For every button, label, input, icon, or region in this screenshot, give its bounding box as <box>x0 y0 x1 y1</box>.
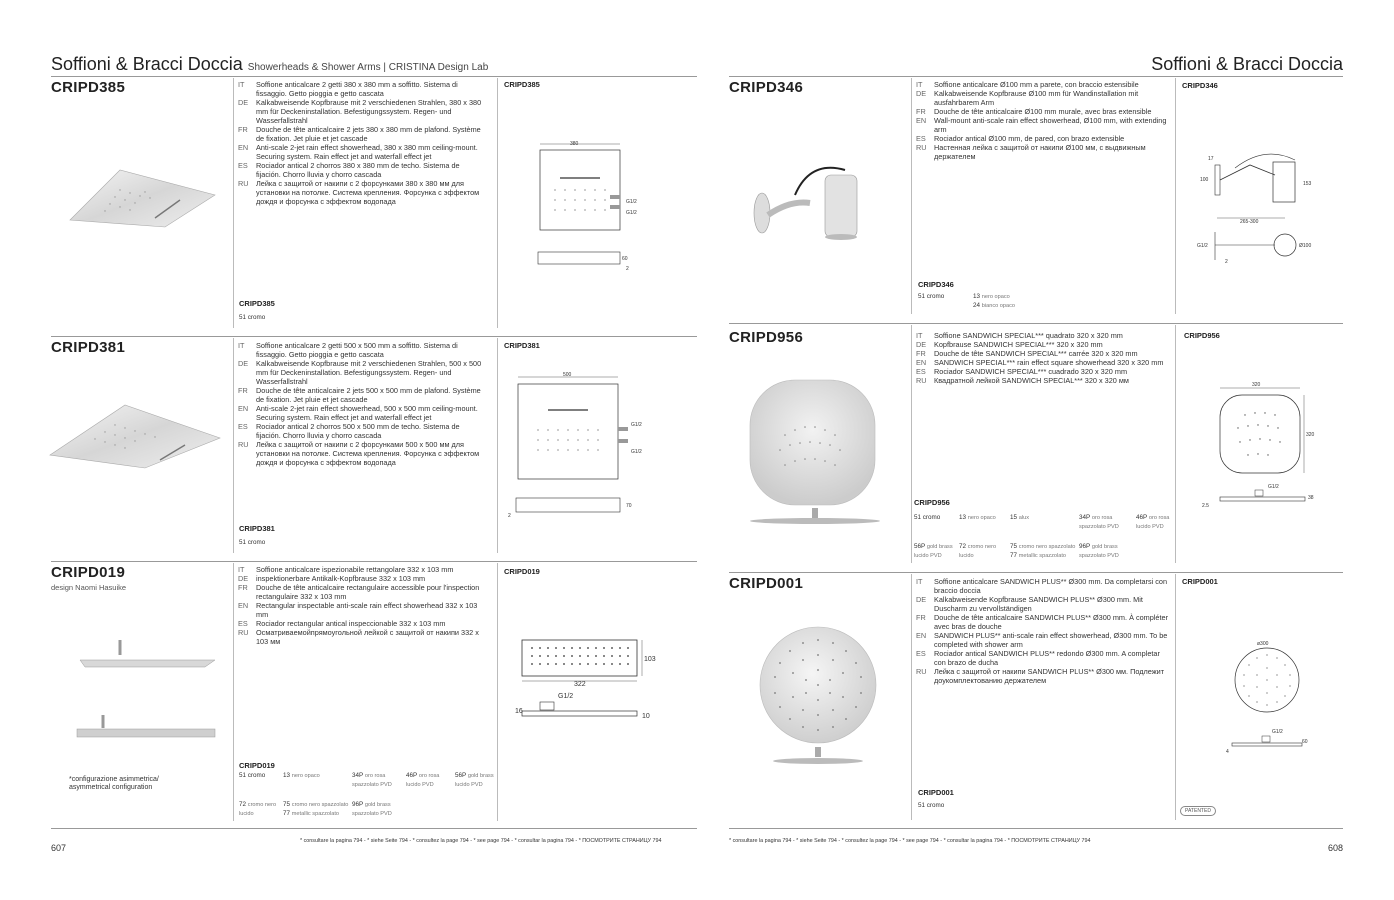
lang-code: DE <box>916 340 927 349</box>
product-image-cripd001 <box>758 625 883 775</box>
technical-drawing-cripd956 <box>1200 380 1320 515</box>
desc-row-it <box>238 341 486 359</box>
desc-text: Douche de tête anticalcaire SANDWICH PLUS** Ø300 mm. À compléter avec bras de douche <box>934 613 1168 631</box>
lang-code: FR <box>916 349 926 358</box>
lang-code: DE <box>238 359 249 368</box>
finish-item <box>239 801 279 818</box>
desc-row-fr <box>238 125 486 143</box>
dim-height: 60 <box>1302 739 1308 745</box>
product-description <box>238 80 486 206</box>
desc-row-en <box>916 631 1168 649</box>
lang-code: DE <box>916 89 927 98</box>
finish-item <box>1010 514 1050 523</box>
technical-drawing-cripd001 <box>1222 640 1317 760</box>
desc-row-ru <box>238 179 486 206</box>
finish-item <box>239 314 265 322</box>
column-rule <box>1175 325 1176 563</box>
finish-item <box>959 514 1007 523</box>
column-rule <box>497 563 498 821</box>
dim-width: 322 <box>574 681 586 688</box>
finish-code: 96P <box>352 801 364 808</box>
lang-code: ES <box>238 422 248 431</box>
footer-note-left: * consultare la pagina 794 - * siehe Seite 794 - * consultez la page 794 - * see page 794 - * consultar la pagina 794 - * ПОСМОТРИТЕ СТРАНИЦУ 794 <box>300 838 662 844</box>
dim-width: 380 <box>570 141 579 147</box>
desc-row-fr <box>916 613 1168 631</box>
finish-name: metallic spazzolato <box>291 810 340 817</box>
column-rule <box>1175 574 1176 820</box>
desc-text: Лейка с защитой от накипи SANDWICH PLUS** Ø300 мм. Подлежит доукомплектованию держателем <box>934 667 1165 685</box>
desc-row-de <box>916 89 1168 107</box>
finish-code: 75 <box>283 801 291 808</box>
product-code: CRIPD001 <box>729 575 804 592</box>
dim-inlet-1: G1/2 <box>631 422 642 428</box>
desc-row-en <box>238 404 486 422</box>
configuration-note: *configurazione asimmetrica/ asymmetrical configuration <box>69 776 159 791</box>
finish-item <box>239 539 265 547</box>
finish-code: 51 <box>918 802 926 809</box>
desc-row-en <box>916 116 1168 134</box>
dim-diameter: ø300 <box>1257 641 1269 647</box>
page-number-left: 607 <box>51 843 67 853</box>
finish-code: 51 <box>918 293 926 300</box>
finish-name: alux <box>1018 515 1030 521</box>
finish-code: 34P <box>352 772 364 779</box>
dim-depth: 2.5 <box>1202 503 1209 509</box>
finish-item <box>1079 543 1131 560</box>
desc-row-ru <box>916 376 1168 385</box>
desc-text: inspektionerbare Antikalk-Kopfbrause 332 x 103 mm <box>256 574 426 583</box>
column-rule <box>497 78 498 328</box>
desc-row-de <box>916 340 1168 349</box>
finish-item <box>352 772 402 789</box>
desc-text: Rociador antical 2 chorros 500 x 500 mm de techo. Sistema de fijación. Chorro lluvia y chorro cascada <box>256 422 460 440</box>
finish-code: 77 <box>283 809 291 817</box>
dim-b: 100 <box>1200 177 1209 183</box>
desc-row-es <box>916 367 1168 376</box>
lang-code: EN <box>238 143 249 152</box>
lang-code: IT <box>238 565 245 574</box>
footer-note-right: * consultare la pagina 794 - * siehe Seite 794 - * consultez la page 794 - * see page 794 - * consultar la pagina 794 - * ПОСМОТРИТЕ СТРАНИЦУ 794 <box>729 838 1091 844</box>
desc-row-it <box>916 331 1168 340</box>
finish-code: 51 <box>239 772 247 779</box>
lang-code: IT <box>238 80 245 89</box>
product-code: CRIPD956 <box>729 329 804 346</box>
finish-code: 75 <box>1010 543 1018 550</box>
dim-f: 2 <box>1225 259 1228 265</box>
finish-code: 51 <box>914 514 922 521</box>
finish-item <box>918 293 968 301</box>
dim-depth: 2 <box>626 266 629 272</box>
drawing-label: CRIPD385 <box>504 80 540 89</box>
finish-code: 34P <box>1079 514 1091 521</box>
desc-text: Rociador rectangular antical inspeccionable 332 x 103 mm <box>256 619 446 628</box>
dim-inlet-1: G1/2 <box>626 199 637 205</box>
product-code: CRIPD346 <box>729 79 804 96</box>
desc-row-de <box>238 574 486 583</box>
dim-inlet: G1/2 <box>1272 729 1283 735</box>
drawing-label: CRIPD019 <box>504 567 540 576</box>
desc-text: Kalkabweisende Kopfbrause mit 2 verschiedenen Strahlen, 500 x 500 mm für Deckeninstallation. Befestigungssystem. Regen- und Wasserfallstrahl <box>256 359 482 386</box>
desc-text: Douche de tête anticalcaire Ø100 mm murale, avec bras extensible <box>934 107 1152 116</box>
column-rule <box>497 338 498 553</box>
dim-inlet: G1/2 <box>1268 484 1279 490</box>
dim-depth: 2 <box>508 513 511 519</box>
desc-text: Лейка с защитой от накипи с 2 форсунками 380 x 380 мм для установки на потолке. Система крепления. Форсунка с эффектом дождя и форсунка с эффектом водопада <box>256 179 480 206</box>
desc-text: Rociador antical 2 chorros 380 x 380 mm de techo. Sistema de fijación. Chorro lluvia y chorro cascada <box>256 161 460 179</box>
lang-code: RU <box>916 667 927 676</box>
finish-item <box>406 772 452 789</box>
finish-code: 77 <box>1010 551 1018 559</box>
finish-item <box>1079 514 1131 531</box>
desc-row-it <box>238 80 486 98</box>
lang-code: ES <box>238 161 248 170</box>
desc-row-ru <box>238 440 486 467</box>
product-image-cripd381 <box>45 400 225 470</box>
finish-item <box>914 514 956 522</box>
desc-text: Настенная лейка с защитой от накипи Ø100 мм, с выдвижным держателем <box>934 143 1146 161</box>
lang-code: IT <box>238 341 245 350</box>
finish-name: nero opaco <box>981 294 1010 300</box>
finish-item <box>914 543 956 560</box>
desc-text: Rectangular inspectable anti-scale rain effect showerhead 332 x 103 mm <box>256 601 478 619</box>
column-rule <box>233 338 234 553</box>
column-rule <box>233 563 234 821</box>
finish-code: 56P <box>455 772 467 779</box>
lang-code: ES <box>238 619 248 628</box>
desc-row-it <box>238 565 486 574</box>
desc-row-en <box>238 601 486 619</box>
section-rule <box>729 323 1343 324</box>
technical-drawing-cripd019 <box>512 638 657 723</box>
desc-text: Soffione anticalcare SANDWICH PLUS** Ø300 mm. Da completarsi con braccio doccia <box>934 577 1168 595</box>
desc-text: Douche de tête anticalcaire 2 jets 380 x 380 mm de plafond. Système de fixation. Jet pluie et jet cascade <box>256 125 481 143</box>
section-rule <box>51 336 697 337</box>
product-description <box>238 565 486 646</box>
product-code: CRIPD019 <box>51 564 126 581</box>
finish-name: cromo <box>247 539 266 546</box>
dim-depth: 16 <box>515 708 523 715</box>
lang-code: EN <box>238 404 249 413</box>
variant-code: CRIPD381 <box>239 524 275 533</box>
lang-code: FR <box>916 107 926 116</box>
lang-code: FR <box>238 125 248 134</box>
finish-code: 13 <box>283 772 291 779</box>
finish-code: 46P <box>1136 514 1148 521</box>
desc-row-fr <box>916 349 1168 358</box>
finish-name: cromo <box>922 514 941 521</box>
page-number-right: 608 <box>1327 843 1343 853</box>
dim-d: 265-300 <box>1240 219 1259 225</box>
desc-text: Wall-mount anti-scale rain effect showerhead, Ø100 mm, with extending arm <box>934 116 1167 134</box>
desc-text: SANDWICH SPECIAL*** rain effect square showerhead 320 x 320 mm <box>934 358 1164 367</box>
product-image-cripd956 <box>740 375 880 530</box>
product-image-cripd019 <box>75 635 220 745</box>
desc-text: SANDWICH PLUS** anti-scale rain effect showerhead, Ø300 mm. To be completed with shower arm <box>934 631 1168 649</box>
left-title-text: Soffioni & Bracci Doccia <box>51 54 243 74</box>
variant-code: CRIPD956 <box>914 498 950 507</box>
desc-row-ru <box>916 667 1168 685</box>
desc-row-it <box>916 80 1168 89</box>
lang-code: IT <box>916 80 923 89</box>
desc-row-es <box>238 619 486 628</box>
desc-row-fr <box>916 107 1168 116</box>
lang-code: EN <box>916 358 927 367</box>
finish-name: nero opaco <box>967 515 996 521</box>
finish-name: cromo <box>926 293 945 300</box>
top-rule-right <box>729 76 1343 77</box>
lang-code: DE <box>238 574 249 583</box>
finish-name: oro rosa spazzolato PVD <box>1079 515 1119 530</box>
lang-code: DE <box>916 595 927 604</box>
lang-code: RU <box>238 628 249 637</box>
variant-code: CRIPD346 <box>918 280 954 289</box>
desc-text: Осматриваемойпрямоугольной лейкой с защитой от накипи 332 x 103 мм <box>256 628 479 646</box>
dim-inlet-2: G1/2 <box>626 210 637 216</box>
desc-text: Квадратной лейкой SANDWICH SPECIAL*** 320 x 320 мм <box>934 376 1129 385</box>
lang-code: RU <box>238 179 249 188</box>
technical-drawing-cripd346 <box>1195 150 1325 270</box>
finish-name: cromo nero spazzolato <box>1018 544 1076 550</box>
finish-name: oro rosa spazzolato PVD <box>352 773 392 788</box>
finish-name: metallic spazzolato <box>1018 552 1067 559</box>
desc-text: Soffione anticalcare ispezionabile rettangolare 332 x 103 mm <box>256 565 454 574</box>
lang-code: IT <box>916 577 923 586</box>
desc-row-ru <box>238 628 486 646</box>
dim-diameter: Ø100 <box>1299 243 1312 249</box>
finish-name: cromo <box>247 772 266 779</box>
drawing-label: CRIPD346 <box>1182 81 1218 90</box>
dim-height: 103 <box>644 656 656 663</box>
finish-name: nero opaco <box>291 773 320 779</box>
desc-text: Kalkabweisende Kopfbrause mit 2 verschiedenen Strahlen, 380 x 380 mm für Deckeninstallation. Befestigungssystem. Regen- und Wasserfallstrahl <box>256 98 482 125</box>
dim-height: 320 <box>1306 432 1315 438</box>
finish-code: 51 <box>239 314 247 321</box>
top-rule-left <box>51 76 697 77</box>
desc-row-en <box>916 358 1168 367</box>
lang-code: DE <box>238 98 249 107</box>
product-image-cripd346 <box>750 155 865 245</box>
dim-inlet-2: G1/2 <box>631 449 642 455</box>
finish-name: cromo nero lucido <box>239 802 277 817</box>
lang-code: EN <box>916 631 927 640</box>
product-description <box>916 577 1168 685</box>
dim-height: 70 <box>626 503 632 509</box>
desc-row-es <box>916 649 1168 667</box>
desc-row-fr <box>238 386 486 404</box>
lang-code: ES <box>916 134 926 143</box>
dim-a: 17 <box>1208 156 1214 162</box>
finish-code: 72 <box>239 801 247 808</box>
column-rule <box>911 325 912 563</box>
variant-code: CRIPD019 <box>239 761 275 770</box>
finish-item <box>918 802 944 810</box>
dim-c: 153 <box>1303 181 1312 187</box>
finish-name: gold brass spazzolato PVD <box>352 802 392 817</box>
lang-code: RU <box>916 376 927 385</box>
column-rule <box>233 78 234 328</box>
dim-width: 500 <box>563 372 572 378</box>
dim-inlet: G1/2 <box>558 693 574 700</box>
column-rule <box>911 574 912 820</box>
desc-row-fr <box>238 583 486 601</box>
finish-name: oro rosa lucido PVD <box>1136 515 1170 530</box>
variant-code: CRIPD001 <box>918 788 954 797</box>
section-rule <box>729 572 1343 573</box>
finish-code: 13 <box>959 514 967 521</box>
designer-credit: design Naomi Hasuike <box>51 583 127 592</box>
finish-code: 46P <box>406 772 418 779</box>
desc-text: Soffione anticalcare 2 getti 500 x 500 mm a soffitto. Sistema di fissaggio. Getto pioggia e getto cascata <box>256 341 458 359</box>
desc-text: Anti-scale 2-jet rain effect showerhead, 380 x 380 mm ceiling-mount. Securing system. Rain effect jet and waterfall effect jet <box>256 143 478 161</box>
lang-code: RU <box>238 440 249 449</box>
desc-text: Soffione SANDWICH SPECIAL*** quadrato 320 x 320 mm <box>934 331 1123 340</box>
desc-row-de <box>238 98 486 125</box>
finish-item <box>1010 543 1078 560</box>
drawing-label: CRIPD001 <box>1182 577 1218 586</box>
finish-code: 96P <box>1079 543 1091 550</box>
desc-row-es <box>238 422 486 440</box>
finish-name: oro rosa lucido PVD <box>406 773 440 788</box>
finish-name: cromo nero lucido <box>959 544 997 559</box>
desc-text: Лейка с защитой от накипи с 2 форсунками 500 x 500 мм для установки на потолке. Система крепления. Форсунка с эффектом дождя и форсунка с эффектом водопада <box>256 440 480 467</box>
finish-code: 13 <box>973 293 981 300</box>
finish-name: cromo nero spazzolato <box>291 802 349 808</box>
product-image-cripd385 <box>60 165 220 230</box>
finish-item <box>239 772 279 780</box>
product-description <box>916 331 1168 385</box>
product-description <box>916 80 1168 161</box>
finish-item <box>352 801 402 818</box>
patented-badge: PATENTED <box>1180 806 1216 816</box>
column-rule <box>1175 78 1176 314</box>
variant-code: CRIPD385 <box>239 299 275 308</box>
finish-item <box>959 543 1007 560</box>
product-code: CRIPD381 <box>51 339 126 356</box>
finish-item <box>283 772 347 781</box>
lang-code: EN <box>916 116 927 125</box>
lang-code: ES <box>916 367 926 376</box>
product-code: CRIPD385 <box>51 79 126 96</box>
desc-row-es <box>238 161 486 179</box>
finish-name: cromo <box>926 802 945 809</box>
lang-code: FR <box>238 583 248 592</box>
desc-text: Kalkabweisende Kopfbrause Ø100 mm für Wandinstallation mit ausfahrbarem Arm <box>934 89 1139 107</box>
lang-code: RU <box>916 143 927 152</box>
bottom-rule-left <box>51 828 697 829</box>
lang-code: EN <box>238 601 249 610</box>
finish-name: bianco opaco <box>981 302 1016 309</box>
desc-text: Rociador antical Ø100 mm, de pared, con brazo extensible <box>934 134 1125 143</box>
finish-item <box>455 772 497 789</box>
desc-text: Rociador SANDWICH SPECIAL*** cuadrado 320 x 320 mm <box>934 367 1128 376</box>
product-description <box>238 341 486 467</box>
bottom-rule-right <box>729 828 1343 829</box>
finish-code: 15 <box>1010 514 1018 521</box>
desc-row-de <box>916 595 1168 613</box>
finish-name: cromo <box>247 314 266 321</box>
dim-inlet: G1/2 <box>1197 243 1208 249</box>
finish-name: gold brass lucido PVD <box>914 544 953 559</box>
dim-width: 320 <box>1252 382 1261 388</box>
dim-thickness: 38 <box>1308 495 1314 501</box>
finish-code: 56P <box>914 543 926 550</box>
finish-name: gold brass spazzolato PVD <box>1079 544 1119 559</box>
lang-code: FR <box>916 613 926 622</box>
finish-name: gold brass lucido PVD <box>455 773 494 788</box>
column-rule <box>911 78 912 314</box>
drawing-label: CRIPD956 <box>1184 331 1220 340</box>
nozzle-grid <box>531 647 629 665</box>
finish-item <box>973 293 1043 310</box>
dim-thickness: 10 <box>642 713 650 720</box>
dim-height: 60 <box>622 256 628 262</box>
desc-row-ru <box>916 143 1168 161</box>
finish-code: 51 <box>239 539 247 546</box>
right-page-title: Soffioni & Bracci Doccia <box>1151 54 1343 74</box>
left-subtitle: Showerheads & Shower Arms | CRISTINA Design Lab <box>247 62 489 73</box>
lang-code: ES <box>916 649 926 658</box>
desc-text: Anti-scale 2-jet rain effect showerhead, 500 x 500 mm ceiling-mount. Securing system. Rain effect jet and waterfall effect jet <box>256 404 478 422</box>
desc-row-it <box>916 577 1168 595</box>
desc-text: Soffione anticalcare 2 getti 380 x 380 mm a soffitto. Sistema di fissaggio. Getto pioggia e getto cascata <box>256 80 458 98</box>
dim-depth: 4 <box>1226 749 1229 755</box>
finish-item <box>283 801 351 818</box>
finish-code: 72 <box>959 543 967 550</box>
desc-row-es <box>916 134 1168 143</box>
section-rule <box>51 561 697 562</box>
desc-text: Douche de tête anticalcaire rectangulaire accessible pour l'inspection rectangulaire 332 x 103 mm <box>256 583 480 601</box>
technical-drawing-cripd381 <box>508 372 642 519</box>
desc-text: Rociador antical SANDWICH PLUS** redondo Ø300 mm. A completar con brazo de ducha <box>934 649 1160 667</box>
finish-item <box>1136 514 1174 531</box>
lang-code: FR <box>238 386 248 395</box>
technical-drawing-cripd385 <box>530 140 640 275</box>
desc-row-en <box>238 143 486 161</box>
lang-code: IT <box>916 331 923 340</box>
finish-code: 24 <box>973 301 981 309</box>
desc-row-de <box>238 359 486 386</box>
desc-text: Kalkabweisende Kopfbrause SANDWICH PLUS** Ø300 mm. Mit Duscharm zu vervollständigen <box>934 595 1143 613</box>
desc-text: Douche de tête SANDWICH SPECIAL*** carrée 320 x 320 mm <box>934 349 1138 358</box>
drawing-label: CRIPD381 <box>504 341 540 350</box>
desc-text: Douche de tête anticalcaire 2 jets 500 x 500 mm de plafond. Système de fixation. Jet pluie et jet cascade <box>256 386 481 404</box>
left-page-title <box>51 54 488 75</box>
desc-text: Kopfbrause SANDWICH SPECIAL*** 320 x 320 mm <box>934 340 1103 349</box>
desc-text: Soffione anticalcare Ø100 mm a parete, con braccio estensibile <box>934 80 1139 89</box>
